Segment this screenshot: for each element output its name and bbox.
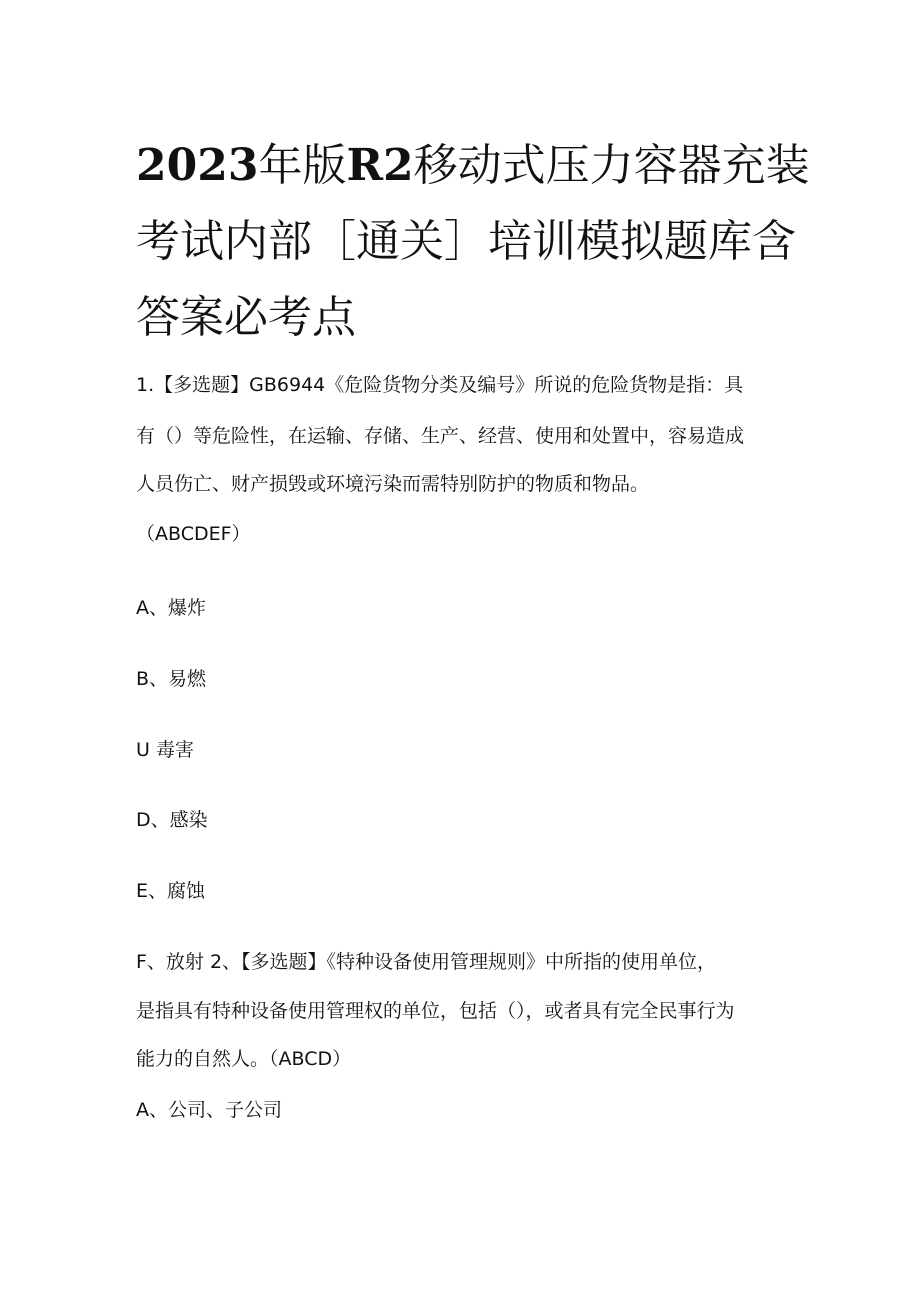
question-1-option-b: B、易燃 bbox=[136, 668, 207, 690]
title-code: R2 bbox=[346, 140, 414, 191]
title-line-2: 考试内部［通关］培训模拟题库含 bbox=[136, 216, 796, 267]
question-2-option-a: A、公司、子公司 bbox=[136, 1099, 282, 1121]
question-1-text-line-3: 人员伤亡、财产损毁或环境污染而需特别防护的物质和物品。 bbox=[136, 473, 650, 495]
question-2-text-line-2: 是指具有特种设备使用管理权的单位，包括（），或者具有完全民事行为 bbox=[136, 1000, 735, 1022]
question-1-option-c: U 毒害 bbox=[136, 739, 194, 761]
question-1-option-a: A、爆炸 bbox=[136, 597, 206, 619]
question-2-text-line-1: F、放射 2、【多选题】《特种设备使用管理规则》中所指的使用单位， bbox=[136, 951, 717, 973]
title-line-1 bbox=[136, 128, 810, 204]
title-year: 2023 bbox=[136, 140, 259, 191]
question-2-text-line-3: 能力的自然人。（ABCD） bbox=[136, 1048, 352, 1070]
question-1-text-line-2: 有（）等危险性，在运输、存储、生产、经营、使用和处置中，容易造成 bbox=[136, 425, 745, 447]
title-subject: 移动式压力容器充装 bbox=[413, 140, 810, 191]
question-1-answer: （ABCDEF） bbox=[136, 523, 251, 545]
question-1-option-d: D、感染 bbox=[136, 809, 208, 831]
question-1-option-e: E、腐蚀 bbox=[136, 880, 206, 902]
question-1-text-line-1: 1.【多选题】GB6944《危险货物分类及编号》所说的危险货物是指：具 bbox=[136, 374, 744, 396]
title-edition: 年版 bbox=[258, 140, 347, 191]
document-title bbox=[136, 128, 810, 356]
title-line-3: 答案必考点 bbox=[136, 292, 356, 343]
